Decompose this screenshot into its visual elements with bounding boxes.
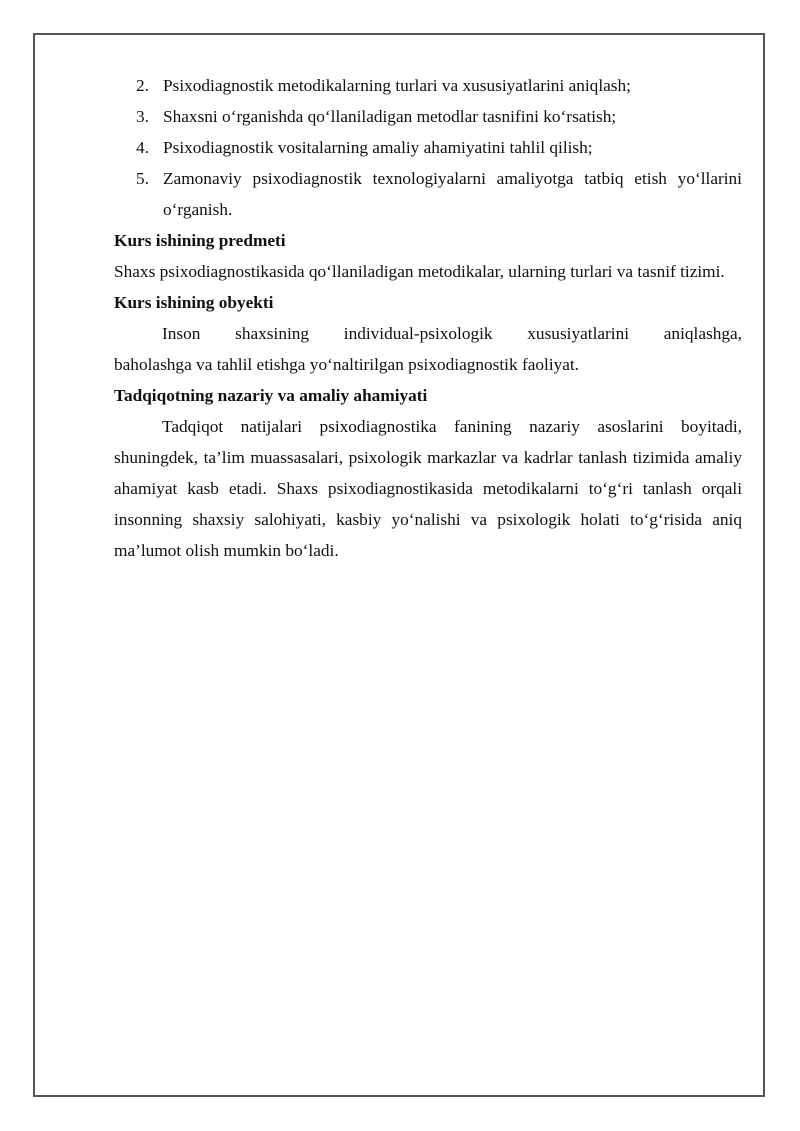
ahamiyat-paragraph: Tadqiqot natijalari psixodiagnostika fanining nazariy asoslarini boyitadi, shuningdek, ta’lim muassasalari, psixologik markazlar va kadrlar tanlash tizimida amaliy ahamiyat kasb etadi. Shaxs psixodiagnostikasida metodikalarni to‘g‘ri tanlash orqali insonning shaxsiy salohiyati, kasbiy yo‘nalishi va psixologik holati to‘g‘risida aniq ma’lumot olish mumkin bo‘ladi. [114, 417, 742, 560]
list-item-text: Psixodiagnostik vositalarning amaliy ahamiyatini tahlil qilish; [163, 138, 593, 157]
predmet-paragraph: Shaxs psixodiagnostikasida qo‘llaniladigan metodikalar, ularning turlari va tasnif tizimi. [114, 262, 725, 281]
list-number: 4. [136, 138, 149, 157]
list-item [136, 132, 742, 163]
list-item [136, 101, 742, 132]
obyekt-line-2: baholashga va tahlil etishga yo‘naltirilgan psixodiagnostik faoliyat. [114, 355, 580, 374]
list-item [136, 163, 742, 225]
section-heading-obyekt: Kurs ishining obyekti [114, 293, 274, 312]
section-heading-predmet: Kurs ishining predmeti [114, 231, 286, 250]
document-body [114, 70, 742, 566]
section-heading-ahamiyat: Tadqiqotning nazariy va amaliy ahamiyati [114, 386, 428, 405]
list-number: 2. [136, 76, 149, 95]
obyekt-paragraph [114, 318, 742, 380]
objectives-list [114, 70, 742, 225]
list-item-text: Psixodiagnostik metodikalarning turlari va xususiyatlarini aniqlash; [163, 76, 631, 95]
list-item [136, 70, 742, 101]
list-number: 5. [136, 169, 149, 188]
list-number: 3. [136, 107, 149, 126]
list-item-text: Zamonaviy psixodiagnostik texnologiyalarni amaliyotga tatbiq etish yo‘llarini o‘rganish. [163, 169, 742, 219]
obyekt-line-1: Inson shaxsining individual-psixologik xususiyatlarini aniqlashga, [162, 324, 742, 343]
list-item-text: Shaxsni o‘rganishda qo‘llaniladigan metodlar tasnifini ko‘rsatish; [163, 107, 617, 126]
